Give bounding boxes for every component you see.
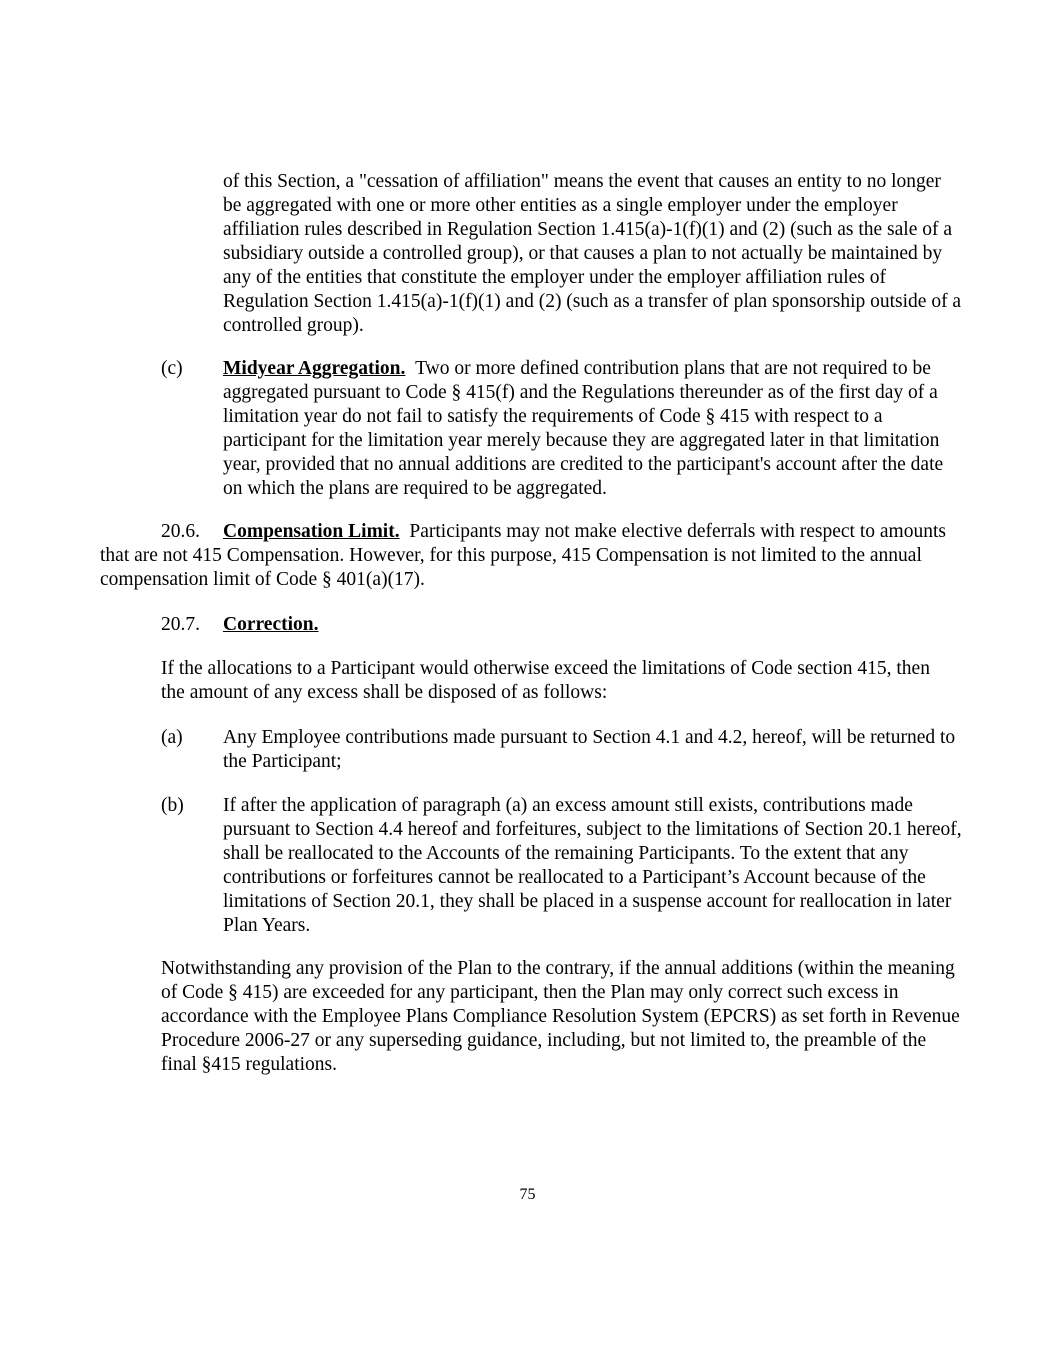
correction-item-b-label: (b) [161, 795, 184, 816]
section-20-7-closing: Notwithstanding any provision of the Plan to the contrary, if the annual additions (within the meaning of Code § 415) are exceeded for any participant, then the Plan may only correct such excess in accordance with the Employee Plans Compliance Resolution System (EPCRS) as set forth in Revenue Procedure 2006-27 or any superseding guidance, including, but not limited to, the preamble of the final §415 regulations. [161, 958, 960, 1075]
section-20-6-heading: Compensation Limit. [223, 521, 400, 542]
item-c-body [223, 357, 963, 501]
section-20-7-heading: Correction. [223, 614, 319, 635]
section-20-6-text: Participants may not make elective deferrals with respect to amounts that are not 415 Compensation. However, for this purpose, 415 Compensation is not limited to the annual compensation limit of Code § 401(a)(17). [100, 521, 946, 590]
section-20-6-number: 20.6. [161, 521, 200, 542]
continuation-paragraph: of this Section, a "cessation of affiliation" means the event that causes an entity to no longer be aggregated with one or more other entities as a single employer under the employer affiliation rules described in Regulation Section 1.415(a)-1(f)(1) and (2) (such as the sale of a subsidiary outside a controlled group), or that causes a plan to not actually be maintained by any of the entities that constitute the employer under the employer affiliation rules of Regulation Section 1.415(a)-1(f)(1) and (2) (such as a transfer of plan sponsorship outside of a controlled group). [223, 171, 962, 336]
correction-item-b-text: If after the application of paragraph (a) an excess amount still exists, contributions made pursuant to Section 4.4 hereof and forfeitures, subject to the limitations of Section 20.1 hereof, shall be reallocated to the Accounts of the remaining Participants. To the extent that any contributions or forfeitures cannot be reallocated to a Participant’s Account because of the limitations of Section 20.1, they shall be placed in a suspense account for reallocation in later Plan Years. [223, 795, 962, 936]
section-20-6 [100, 520, 950, 592]
page-number: 75 [519, 1186, 536, 1203]
correction-item-a-text: Any Employee contributions made pursuant to Section 4.1 and 4.2, hereof, will be returned to the Participant; [223, 727, 956, 772]
item-c-label: (c) [161, 358, 183, 379]
item-c-text: Two or more defined contribution plans that are not required to be aggregated pursuant to Code § 415(f) and the Regulations thereunder as of the first day of a limitation year do not fail to satisfy the requirements of Code § 415 with respect to a participant for the limitation year merely because they are aggregated later in that limitation year, provided that no annual additions are credited to the participant's account after the date on which the plans are required to be aggregated. [223, 358, 944, 499]
section-20-7-intro: If the allocations to a Participant would otherwise exceed the limitations of Code section 415, then the amount of any excess shall be disposed of as follows: [161, 658, 930, 703]
section-20-7-number: 20.7. [161, 614, 200, 635]
item-c-heading: Midyear Aggregation. [223, 358, 406, 379]
correction-item-a-label: (a) [161, 727, 183, 748]
